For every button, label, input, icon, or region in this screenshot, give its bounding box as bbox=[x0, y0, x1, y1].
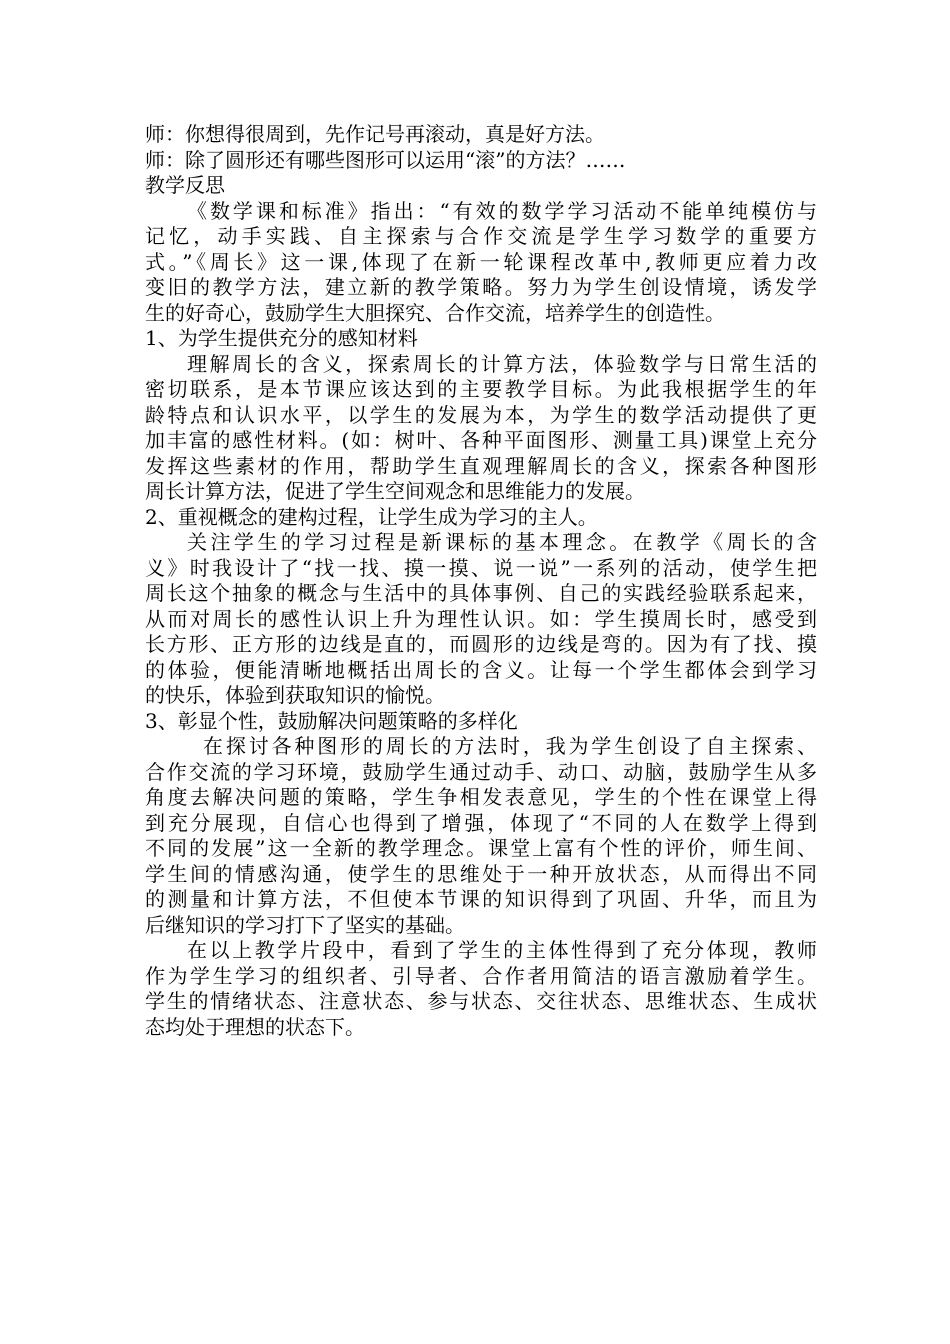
point-1-line-6: 周长计算方法，促进了学生空间观念和思维能力的发展。 bbox=[145, 479, 645, 503]
conclusion-line-4: 态均处于理想的状态下。 bbox=[145, 1014, 365, 1039]
point-1-line-2: 密切联系，是本节课应该达到的主要教学目标。为此我根据学生的年 bbox=[145, 377, 817, 401]
reflection-intro-line-2: 记忆，动手实践、自主探索与合作交流是学生学习数学的重要方 bbox=[145, 224, 817, 248]
point-heading-2: 2、重视概念的建构过程，让学生成为学习的主人。 bbox=[145, 504, 598, 529]
point-2-line-6: 的体验，便能清晰地概括出周长的含义。让每一个学生都体会到学习 bbox=[145, 657, 817, 682]
point-3-line-3: 角度去解决问题的策略，学生争相发表意见，学生的个性在课堂上得 bbox=[145, 785, 817, 809]
point-2-line-5: 长方形、正方形的边线是直的，而圆形的边线是弯的。因为有了找、摸 bbox=[145, 632, 817, 656]
dialogue-line-teacher-question: 师：除了圆形还有哪些图形可以运用“滚”的方法？…… bbox=[145, 147, 626, 172]
point-1-line-4: 加丰富的感性材料。(如：树叶、各种平面图形、测量工具)课堂上充分 bbox=[145, 428, 817, 452]
reflection-intro-line-3: 式。”《周长》这一课,体现了在新一轮课程改革中,教师更应着力改 bbox=[145, 249, 817, 274]
conclusion-line-2: 作为学生学习的组织者、引导者、合作者用简洁的语言激励着学生。 bbox=[145, 963, 817, 988]
point-3-line-6: 学生间的情感沟通，使学生的思维处于一种开放状态，从而得出不同 bbox=[145, 861, 817, 886]
reflection-intro-line-5: 生的好奇心，鼓励学生大胆探究、合作交流，培养学生的创造性。 bbox=[145, 300, 725, 325]
reflection-intro-line-4: 变旧的教学方法，建立新的教学策略。努力为学生创设情境，诱发学 bbox=[145, 275, 817, 299]
point-3-line-1: 在探讨各种图形的周长的方法时，我为学生创设了自主探索、 bbox=[203, 734, 817, 758]
point-2-line-7: 的快乐，体验到获取知识的愉悦。 bbox=[145, 683, 445, 707]
point-1-line-1: 理解周长的含义，探索周长的计算方法，体验数学与日常生活的 bbox=[187, 351, 817, 376]
point-2-line-3: 周长这个抽象的概念与生活中的具体事例、自己的实践经验联系起来， bbox=[145, 581, 817, 605]
point-heading-1: 1、为学生提供充分的感知材料 bbox=[145, 326, 418, 350]
point-2-line-1: 关注学生的学习过程是新课标的基本理念。在教学《周长的含 bbox=[187, 530, 817, 554]
document-body bbox=[145, 122, 817, 1040]
section-heading-teaching-reflection: 教学反思 bbox=[145, 173, 225, 197]
point-2-line-2: 义》时我设计了“找一找、摸一摸、说一说”一系列的活动，使学生把 bbox=[145, 555, 817, 580]
point-3-line-2: 合作交流的学习环境，鼓励学生通过动手、动口、动脑，鼓励学生从多 bbox=[145, 759, 817, 784]
point-2-line-4: 从而对周长的感性认识上升为理性认识。如：学生摸周长时，感受到 bbox=[145, 606, 817, 631]
point-3-line-5: 不同的发展”这一全新的教学理念。课堂上富有个性的评价，师生间、 bbox=[145, 836, 817, 860]
point-1-line-3: 龄特点和认识水平，以学生的发展为本，为学生的数学活动提供了更 bbox=[145, 402, 817, 427]
dialogue-line-teacher-praise: 师：你想得很周到，先作记号再滚动，真是好方法。 bbox=[145, 122, 605, 146]
reflection-intro-line-1: 《数学课和标准》指出：“有效的数学学习活动不能单纯模仿与 bbox=[187, 198, 817, 223]
point-3-line-4: 到充分展现，自信心也得到了增强，体现了“不同的人在数学上得到 bbox=[145, 810, 817, 835]
conclusion-line-3: 学生的情绪状态、注意状态、参与状态、交往状态、思维状态、生成状 bbox=[145, 989, 817, 1013]
point-3-line-7: 的测量和计算方法，不但使本节课的知识得到了巩固、升华，而且为 bbox=[145, 887, 817, 911]
conclusion-line-1: 在以上教学片段中，看到了学生的主体性得到了充分体现，教师 bbox=[187, 938, 817, 962]
point-3-line-8: 后继知识的学习打下了坚实的基础。 bbox=[145, 912, 465, 937]
point-1-line-5: 发挥这些素材的作用，帮助学生直观理解周长的含义，探索各种图形 bbox=[145, 453, 817, 478]
point-heading-3: 3、彰显个性，鼓励解决问题策略的多样化 bbox=[145, 708, 518, 733]
